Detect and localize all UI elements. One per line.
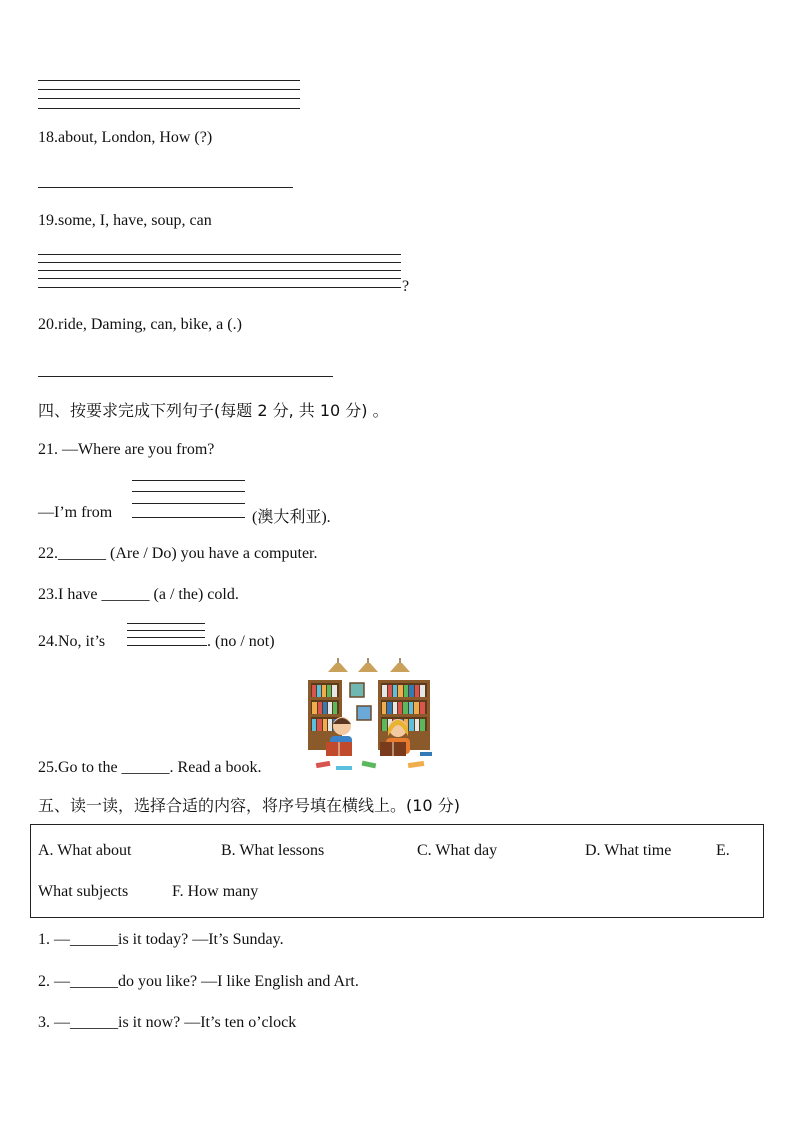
option-b: B. What lessons xyxy=(221,842,325,859)
answer-line-24[interactable] xyxy=(127,623,205,624)
question-5-2 xyxy=(38,973,359,991)
answer-line[interactable] xyxy=(38,80,300,81)
picture-frame xyxy=(357,706,371,720)
question-text: (a / the) cold. xyxy=(149,586,239,603)
answer-line-18[interactable] xyxy=(38,187,293,188)
question-text: is it today? —It’s Sunday. xyxy=(118,931,284,948)
section-4-title: 四、按要求完成下列句子(每题 2 分, 共 10 分) 。 xyxy=(38,401,389,420)
answer-line-19[interactable] xyxy=(38,278,401,279)
question-20: 20.ride, Daming, can, bike, a (.) xyxy=(38,316,242,333)
question-5-1 xyxy=(38,931,284,949)
answer-line-19[interactable] xyxy=(38,262,401,263)
answer-line-24[interactable] xyxy=(127,645,207,646)
question-prefix: 3. — xyxy=(38,1014,70,1031)
option-e-text: What subjects xyxy=(38,883,129,900)
question-24-prefix: 24.No, it’s xyxy=(38,633,106,650)
question-text: . Read a book. xyxy=(169,759,262,776)
question-mark: ? xyxy=(402,278,410,295)
option-f: F. How many xyxy=(172,883,259,900)
question-22 xyxy=(38,545,317,563)
option-d: D. What time xyxy=(585,842,672,859)
fill-blank[interactable]: ______ xyxy=(58,545,106,562)
fill-blank[interactable]: ______ xyxy=(101,586,150,603)
fill-blank[interactable]: ______ xyxy=(121,759,170,776)
options-box xyxy=(30,824,764,918)
question-number: 22. xyxy=(38,545,58,562)
option-c: C. What day xyxy=(417,842,498,859)
question-prefix: 1. — xyxy=(38,931,70,948)
question-21-line1: 21. —Where are you from? xyxy=(38,441,215,458)
question-18: 18.about, London, How (?) xyxy=(38,129,213,146)
fill-blank[interactable]: ______ xyxy=(70,973,118,990)
question-24-text: . (no / not) xyxy=(207,633,275,650)
answer-line-24[interactable] xyxy=(127,637,205,638)
answer-line-19[interactable] xyxy=(38,254,401,255)
question-19: 19.some, I, have, soup, can xyxy=(38,212,212,229)
question-21-prefix: —I’m from xyxy=(38,504,113,521)
answer-line[interactable] xyxy=(38,89,300,90)
question-23 xyxy=(38,586,239,604)
question-text: do you like? —I like English and Art. xyxy=(118,973,359,990)
option-e-letter: E. xyxy=(716,842,730,859)
question-prefix: 25.Go to the xyxy=(38,759,122,776)
answer-line-21[interactable] xyxy=(132,503,245,504)
answer-line-21[interactable] xyxy=(132,517,245,518)
question-prefix: 23.I have xyxy=(38,586,102,603)
question-text: is it now? —It’s ten o’clock xyxy=(118,1014,297,1031)
option-a: A. What about xyxy=(38,842,132,859)
answer-line[interactable] xyxy=(38,108,300,109)
answer-line-24[interactable] xyxy=(127,630,205,631)
section-5-title: 五、读一读，选择合适的内容，将序号填在横线上。(10 分) xyxy=(38,796,460,815)
question-21-hint: (澳大利亚). xyxy=(252,509,331,526)
answer-line-20[interactable] xyxy=(38,376,333,377)
fill-blank[interactable]: ______ xyxy=(70,931,118,948)
question-5-3 xyxy=(38,1014,296,1032)
picture-frame xyxy=(350,683,364,697)
answer-line-21[interactable] xyxy=(132,491,245,492)
question-25 xyxy=(38,759,262,777)
lamp-icon xyxy=(328,658,410,672)
answer-line-19[interactable] xyxy=(38,287,401,288)
fill-blank[interactable]: ______ xyxy=(70,1014,118,1031)
answer-line-19[interactable] xyxy=(38,270,401,271)
library-illustration xyxy=(300,658,440,776)
answer-line[interactable] xyxy=(38,98,300,99)
question-text: (Are / Do) you have a computer. xyxy=(106,545,318,562)
question-prefix: 2. — xyxy=(38,973,70,990)
answer-line-21[interactable] xyxy=(132,480,245,481)
